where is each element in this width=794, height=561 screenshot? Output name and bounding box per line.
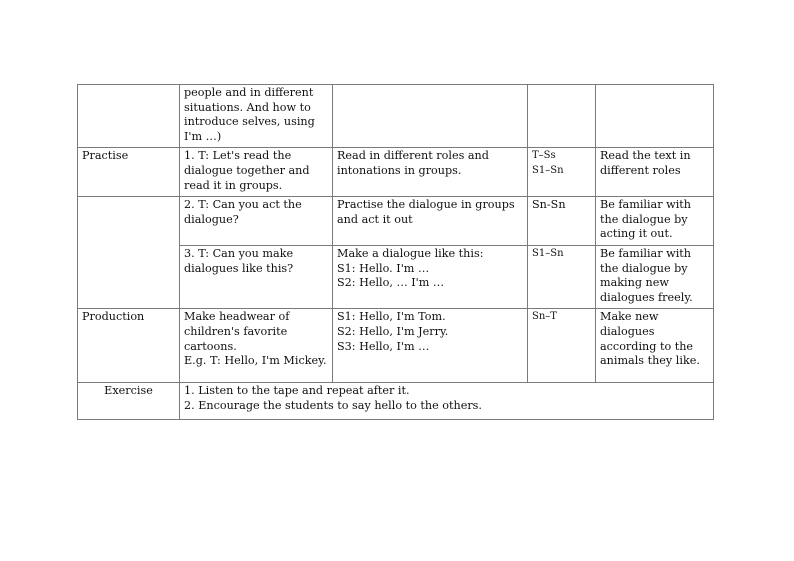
table-row <box>78 309 714 383</box>
purpose-cell: Be familiar with the dialogue by making new dialogues freely. <box>596 245 714 308</box>
table-row <box>78 197 714 246</box>
purpose-cell: Be familiar with the dialogue by acting it out. <box>596 197 714 246</box>
teacher-line: E.g. T: Hello, I'm Mickey. <box>184 354 327 368</box>
student-line: S2: Hello, … I'm … <box>337 276 445 290</box>
stage-cell <box>78 197 180 309</box>
teacher-activity-cell: people and in different situations. And how to introduce selves, using I'm …) <box>180 85 333 148</box>
interaction-line: T–Ss <box>532 150 556 162</box>
purpose-cell <box>596 85 714 148</box>
table-row <box>78 383 714 420</box>
interaction-cell: Sn–T <box>528 309 596 383</box>
student-activity-cell: Read in different roles and intonations in groups. <box>333 148 528 197</box>
stage-cell: Production <box>78 309 180 383</box>
student-activity-cell <box>333 309 528 383</box>
teacher-activity-cell <box>180 309 333 383</box>
exercise-line: 1. Listen to the tape and repeat after it. <box>184 384 410 398</box>
teacher-activity-cell: 2. T: Can you act the dialogue? <box>180 197 333 246</box>
student-activity-cell <box>333 245 528 308</box>
student-activity-cell: Practise the dialogue in groups and act it out <box>333 197 528 246</box>
interaction-cell: Sn-Sn <box>528 197 596 246</box>
student-line: S3: Hello, I'm … <box>337 339 430 353</box>
interaction-cell <box>528 85 596 148</box>
table-row <box>78 148 714 197</box>
stage-cell <box>78 85 180 148</box>
table-row <box>78 85 714 148</box>
student-line: S1: Hello. I'm … <box>337 261 430 275</box>
exercise-line: 2. Encourage the students to say hello to the others. <box>184 398 482 412</box>
student-line: S2: Hello, I'm Jerry. <box>337 324 449 338</box>
student-line: Make a dialogue like this: <box>337 246 484 260</box>
lesson-plan-table <box>77 84 714 420</box>
interaction-line: S1–Sn <box>532 164 564 176</box>
student-line: S1: Hello, I'm Tom. <box>337 310 446 324</box>
stage-cell: Exercise <box>78 383 180 420</box>
exercise-activities-cell <box>180 383 714 420</box>
teacher-activity-cell: 1. T: Let's read the dialogue together and read it in groups. <box>180 148 333 197</box>
interaction-cell <box>528 148 596 197</box>
interaction-cell: S1–Sn <box>528 245 596 308</box>
student-activity-cell <box>333 85 528 148</box>
stage-cell: Practise <box>78 148 180 197</box>
purpose-cell: Make new dialogues according to the animals they like. <box>596 309 714 383</box>
teacher-line: Make headwear of children's favorite cartoons. <box>184 310 290 353</box>
purpose-cell: Read the text in different roles <box>596 148 714 197</box>
teacher-activity-cell: 3. T: Can you make dialogues like this? <box>180 245 333 308</box>
